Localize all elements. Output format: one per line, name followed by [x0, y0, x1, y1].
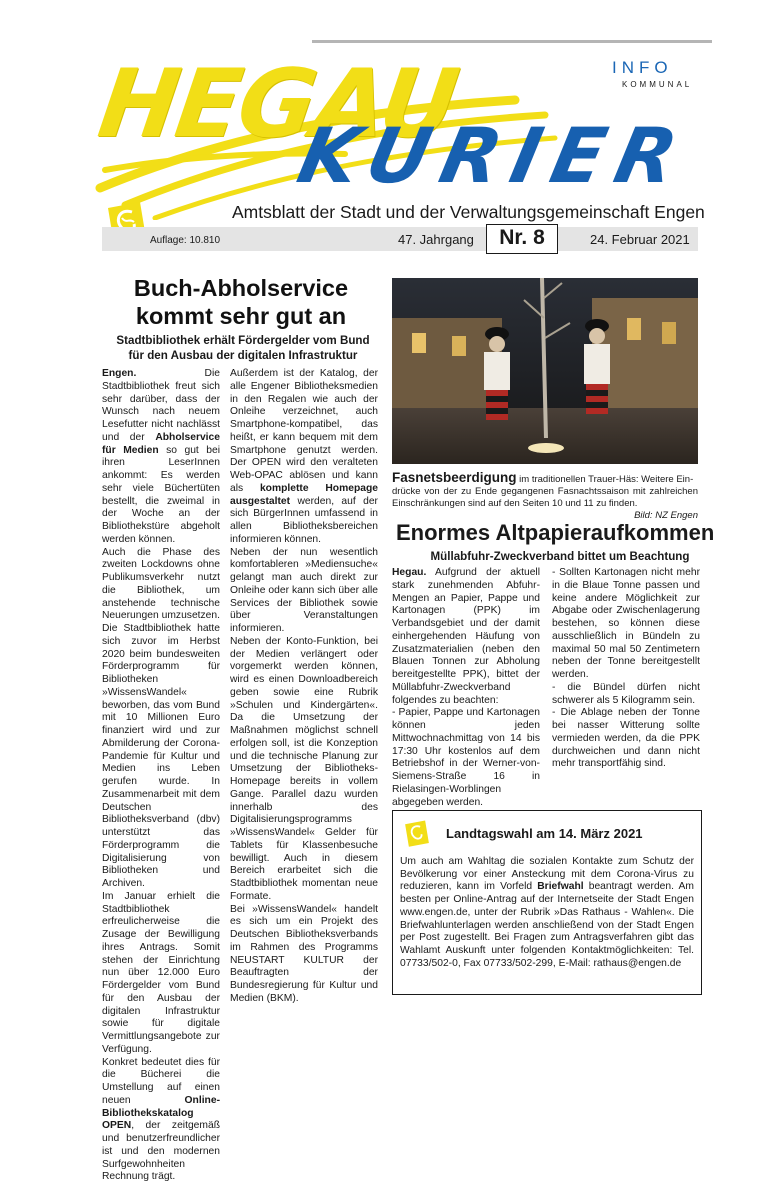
altpapier-column-2: - Sollten Kartonagen nicht mehr in die Blaue Tonne passen und keine andere Möglichkeit zur Abgabe oder Zwischenlagerung bestehen, so können diese ausschließlich in Bündeln zu maximal 50 mal 50 Zentimetern neben der Tonne bereitgestellt werden. - die Bündel dürfen nicht schwerer als 5 Kilogramm sein. - Die Ablage neben der Tonne bei nasser Witterung sollte vermieden werden, da die PPK durchweichen und dann nicht mehr transportfähig sind. — [552, 567, 700, 770]
photo-credit: Bild: NZ Engen — [634, 510, 698, 521]
masthead-tagline: Amtsblatt der Stadt und der Verwaltungsgemeinschaft Engen — [232, 202, 705, 222]
kommunal-label: KOMMUNAL — [622, 80, 693, 89]
landtagswahl-title: Landtagswahl am 14. März 2021 — [446, 826, 643, 841]
issue-date: 24. Februar 2021 — [590, 232, 690, 247]
main-headline: Buch-Abholservice kommt sehr gut an — [133, 275, 349, 329]
photo-caption: drücke von der zu Ende gegangenen Fasnachtssaison mit zahlreichen Einschränkungen sind auf den Seiten 10 und 11 zu finden. Bild: NZ Engen — [392, 486, 698, 521]
info-label: INFO — [612, 58, 673, 77]
altpapier-column-1: Hegau. Aufgrund der aktuell stark zunehmenden Abfuhr-Mengen an Papier, Pappe und Kartonagen (PPK) im Verbandsgebiet und der damit einhergehenden Häufung von Zusatzmaterialien (neben den Blauen Tonnen zur Abholung bereitgestellte PPK), bittet der Müllabfuhr-Zweckverband folgendes zu beachten: - Papier, Pappe und Kartonagen können jeden Mittwochnachmittag von 14 bis 17:30 Uhr kostenlos auf dem Betriebshof in der Werner-von-Siemens-Straße 16 in Rielasingen-Worblingen abgegeben werden. — [392, 567, 540, 808]
altpapier-subheadline: Müllabfuhr-Zweckverband bittet um Beachtung — [430, 550, 690, 563]
top-rule — [312, 40, 712, 43]
volume: 47. Jahrgang — [398, 232, 474, 247]
photo-caption-title: Fasnetsbeerdigung im traditionellen Trauer-Häs: Weitere Ein- — [392, 470, 694, 485]
logo-hegau: HEGAU — [92, 50, 463, 159]
circulation: Auflage: 10.810 — [150, 235, 221, 246]
main-subheadline: Stadtbibliothek erhält Fördergelder vom Bund für den Ausbau der digitalen Infrastruktur — [116, 334, 370, 362]
fasnet-photo — [392, 278, 698, 464]
issue-number: Nr. 8 — [486, 224, 558, 254]
altpapier-headline: Enormes Altpapieraufkommen — [396, 520, 715, 545]
logo-kurier: KURIER — [290, 111, 697, 200]
main-article-column-2: Außerdem ist der Katalog, der alle Engener Bibliotheksmedien in den Regalen wie auch der Onleihe verzeichnet, auch Smartphone-kompatibel, das heißt, er kann bequem mit dem Smartphone genutzt werden. Der OPEN wird den veralteten Web-OPAC ablösen und kann als komplette Homepage ausgestaltet werden, auf der sich BürgerInnen umfassend in allen Bibliotheksbereichen informieren können. Neben der nun wesentlich komfortableren »Mediensuche« gelangt man auch direkt zur Onleihe oder kann sich über alle Services der Bibliothek sowie über Veranstaltungen informieren. Neben der Konto-Funktion, bei der Medien verlängert oder vorgemerkt werden können, wird es einen Downloadbereich geben sowie eine Rubrik »Schulen und Kindergärten«. Da die Umsetzung der Maßnahmen möglichst schnell erfolgen soll, ist die Konzeption und die technische Planung zur Umsetzung der Bibliotheks-Homepage bereits in vollem Gange. Parallel dazu wurden innerhalb des Digitalisierungsprogramms »WissensWandel« Gelder für Tablets für Klassenbesuche bewilligt. Auch in diesem Bereich erarbeitet sich die Stadtbibliothek momentan neue Formate. Bei »WissensWandel« handelt es sich um ein Projekt des Deutschen Bibliotheksverbands im Rahmen des Programms NEUSTART KULTUR der Beauftragten der Bundesregierung für Kultur und Medien (BKM). — [230, 368, 379, 1004]
landtagswahl-text: Um auch am Wahltag die sozialen Kontakte zum Schutz der Bevölkerung vor einer Ansteckung mit dem Corona-Virus zu reduzieren, kann im Vorfeld Briefwahl beantragt werden. Am besten per Online-Antrag auf der Internetseite der Stadt Engen www.engen.de, unter der Rubrik »Das Rathaus - Wahlen«. Die Briefwahlunterlagen werden anschließend von der Stadt Engen per Post zugestellt. Bei Fragen zum Antragsverfahren gibt das Wahlamt Auskunft unter folgenden Kontaktmöglichkeiten: Tel. 07733/502-0, Fax 07733/502-299, E-Mail: rathaus@engen.de — [400, 856, 694, 969]
main-article-column-1: Engen. Die Stadtbibliothek freut sich sehr darüber, dass der Wunsch nach neuem Lesefutter nicht nachlässt und der Abholservice für Medien so gut bei ihren LeserInnen ankommt: Es werden sehr viele Büchertüten bestellt, die zweimal in der Woche an der Bibliothekstüre abgeholt werden können. Auch die Phase des zweiten Lockdowns ohne Publikumsverkehr nutzt die Bibliothek, um anstehende technische Neuerungen umzusetzen. Die Stadtbibliothek hatte sich zuvor im Herbst 2020 beim bundesweiten Förderprogramm für Bibliotheken »WissensWandel« beworben, das vom Bund mit 10 Millionen Euro finanziert wird und zur Abmilderung der Corona-Pandemie für Kultur und Medien ins Leben gerufen wurde. In Zusammenarbeit mit dem Deutschen Bibliotheksverband (dbv) unterstützt das Förderprogramm die Digitalisierung von Bibliotheken und Archiven. Im Januar erhielt die Stadtbibliothek erfreulicherweise die Zusage der Bewilligung ihres Antrags. Somit stehen der Einrichtung nun über 12.000 Euro Fördergelder vom Bund für den Ausbau der digitalen Infrastruktur sowie für digitale Vermittlungsangebote zur Verfügung. Konkret bedeutet dies für die Bücherei die Umstellung auf einen neuen Online-Bibliothekskatalog OPEN, der zeitgemäß und benutzerfreundlicher ist und den modernen Surfgewohnheiten Rechnung trägt. — [102, 368, 221, 1183]
city-seal-icon — [402, 818, 432, 848]
